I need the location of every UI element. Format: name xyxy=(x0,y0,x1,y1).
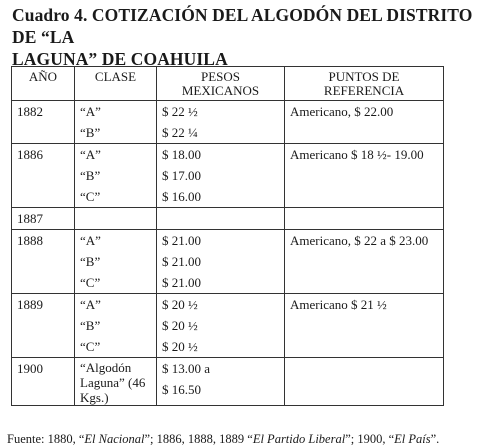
pesos-value: $ 22 ½ xyxy=(162,104,198,119)
table-row xyxy=(12,208,444,230)
year-cell xyxy=(12,208,75,230)
clase-cell xyxy=(75,101,157,144)
pesos-value: $ 21.00 xyxy=(162,275,201,290)
source-text: ”; 1900, “ xyxy=(345,431,395,446)
clase-value: “B” xyxy=(80,168,101,183)
referencia-value: Americano, $ 22 a $ 23.00 xyxy=(290,233,429,248)
referencia-cell xyxy=(285,144,444,208)
header-pesos-line2: MEXICANOS xyxy=(181,83,260,98)
source-newspaper: El Nacional xyxy=(84,431,145,446)
clase-cell xyxy=(75,230,157,294)
year-cell xyxy=(12,144,75,208)
table-row xyxy=(12,358,444,406)
table-row xyxy=(12,230,444,294)
year-cell xyxy=(12,358,75,406)
clase-value: “A” xyxy=(80,104,101,119)
pesos-value: $ 17.00 xyxy=(162,168,201,183)
clase-cell xyxy=(75,358,157,406)
year-value: 1888 xyxy=(17,233,43,248)
source-text: ”. xyxy=(430,431,440,446)
year-value: 1900 xyxy=(17,361,43,376)
clase-value: “C” xyxy=(80,189,101,204)
clase-value: “B” xyxy=(80,318,101,333)
pesos-value: $ 18.00 xyxy=(162,147,201,162)
year-cell xyxy=(12,294,75,358)
year-value: 1886 xyxy=(17,147,43,162)
referencia-value: Americano $ 18 ½- 19.00 xyxy=(290,147,424,162)
source-newspaper: El País xyxy=(394,431,431,446)
year-cell xyxy=(12,101,75,144)
clase-cell xyxy=(75,144,157,208)
pesos-value: $ 13.00 a xyxy=(162,361,211,376)
clase-cell xyxy=(75,294,157,358)
clase-value: “A” xyxy=(80,147,101,162)
year-value: 1889 xyxy=(17,297,43,312)
pesos-cell xyxy=(157,294,285,358)
cotizacion-table xyxy=(11,66,444,406)
pesos-cell xyxy=(157,144,285,208)
header-pesos-line1: PESOS xyxy=(200,69,241,84)
year-value: 1887 xyxy=(17,211,43,226)
year-cell xyxy=(12,230,75,294)
referencia-value xyxy=(290,358,438,379)
source-text: Fuente: 1880, “ xyxy=(7,431,85,446)
header-puntos-line1: PUNTOS DE xyxy=(328,69,400,84)
pesos-value: $ 16.50 xyxy=(162,382,201,397)
header-anio xyxy=(12,67,75,101)
pesos-value: $ 22 ¼ xyxy=(162,125,198,140)
referencia-cell xyxy=(285,294,444,358)
table-row xyxy=(12,101,444,144)
table-title xyxy=(12,4,498,70)
table-title-line1: Cuadro 4. COTIZACIÓN DEL ALGODÓN DEL DISTRITO DE “LA xyxy=(12,5,473,47)
table-title-line2: LAGUNA” DE COAHUILA xyxy=(12,49,228,69)
header-pesos xyxy=(157,67,285,101)
referencia-cell xyxy=(285,101,444,144)
header-clase xyxy=(75,67,157,101)
table-row xyxy=(12,294,444,358)
clase-value: “B” xyxy=(80,125,101,140)
table-header-row xyxy=(12,67,444,101)
pesos-value: $ 21.00 xyxy=(162,233,201,248)
pesos-value: $ 20 ½ xyxy=(162,297,198,312)
source-note xyxy=(7,431,497,447)
referencia-cell xyxy=(285,208,444,230)
clase-value: “A” xyxy=(80,297,101,312)
source-newspaper: El Partido Liberal xyxy=(252,431,346,446)
header-clase-label: CLASE xyxy=(94,69,137,84)
referencia-value: Americano $ 21 ½ xyxy=(290,297,387,312)
pesos-cell xyxy=(157,101,285,144)
pesos-cell xyxy=(157,358,285,406)
source-text: ”; 1886, 1888, 1889 “ xyxy=(144,431,253,446)
clase-value: “C” xyxy=(80,275,101,290)
clase-cell xyxy=(75,208,157,230)
referencia-cell xyxy=(285,230,444,294)
pesos-value: $ 16.00 xyxy=(162,189,201,204)
referencia-cell xyxy=(285,358,444,406)
header-puntos xyxy=(285,67,444,101)
year-value: 1882 xyxy=(17,104,43,119)
pesos-value: $ 20 ½ xyxy=(162,318,198,333)
header-anio-label: AÑO xyxy=(28,69,58,84)
clase-value: “C” xyxy=(80,339,101,354)
clase-value: “Algodón Laguna” (46 Kgs.) xyxy=(80,360,146,405)
clase-value: “B” xyxy=(80,254,101,269)
clase-value: “A” xyxy=(80,233,101,248)
pesos-value: $ 20 ½ xyxy=(162,339,198,354)
pesos-cell xyxy=(157,208,285,230)
header-puntos-line2: REFERENCIA xyxy=(323,83,405,98)
referencia-value: Americano, $ 22.00 xyxy=(290,104,394,119)
pesos-cell xyxy=(157,230,285,294)
table-row xyxy=(12,144,444,208)
pesos-value: $ 21.00 xyxy=(162,254,201,269)
